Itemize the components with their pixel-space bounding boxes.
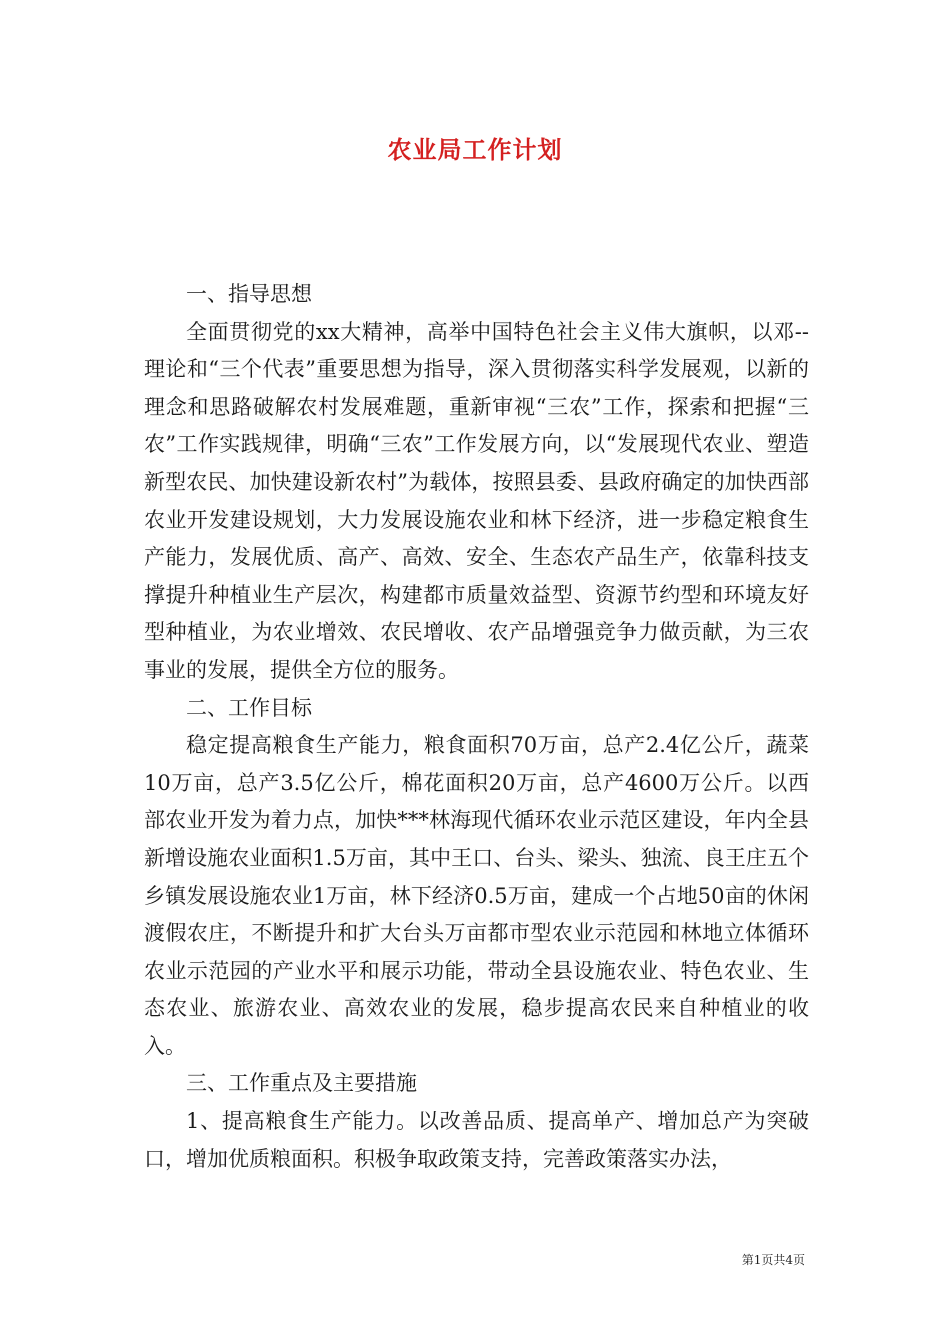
paragraph-grain-capacity: 1、提高粮食生产能力。以改善品质、提高单产、增加总产为突破口，增加优质粮面积。积极争取政策支持，完善政策落实办法， [144, 1109, 809, 1171]
document-title: 农业局工作计划 [387, 135, 563, 164]
paragraph-work-goals: 稳定提高粮食生产能力，粮食面积70万亩，总产2.4亿公斤，蔬菜10万亩，总产3.5亿公斤，棉花面积20万亩，总产4600万公斤。以西部农业开发为着力点，加快***林海现代循环农业示范区建设，年内全县新增设施农业面积1.5万亩，其中王口、台头、梁头、独流、良王庄五个乡镇发展设施农业1万亩，林下经济0.5万亩，建成一个占地50亩的休闲渡假农庄，不断提升和扩大台头万亩都市型农业示范园和林地立体循环农业示范园的产业水平和展示功能，带动全县设施农业、特色农业、生态农业、旅游农业、高效农业的发展，稳步提高农民来自种植业的收入。 [144, 733, 809, 1058]
paragraph-guiding-ideology: 全面贯彻党的xx大精神，高举中国特色社会主义伟大旗帜，以邓--理论和“三个代表”重要思想为指导，深入贯彻落实科学发展观，以新的理念和思路破解农村发展难题，重新审视“三农”工作，探索和把握“三农”工作实践规律，明确“三农”工作发展方向，以“发展现代农业、塑造新型农民、加快建设新农村”为载体，按照县委、县政府确定的加快西部农业开发建设规划，大力发展设施农业和林下经济，进一步稳定粮食生产能力，发展优质、高产、高效、安全、生态农产品生产，依靠科技支撑提升种植业生产层次，构建都市质量效益型、资源节约型和环境友好型种植业，为农业增效、农民增收、农产品增强竞争力做贡献，为三农事业的发展，提供全方位的服务。 [144, 319, 809, 682]
document-body [144, 276, 809, 1178]
section-heading-guiding-ideology: 一、指导思想 [186, 282, 312, 306]
section-heading-key-measures: 三、工作重点及主要措施 [186, 1071, 417, 1096]
section-heading-work-goals: 二、工作目标 [186, 695, 312, 720]
page-number: 第1页共4页 [741, 1253, 805, 1267]
